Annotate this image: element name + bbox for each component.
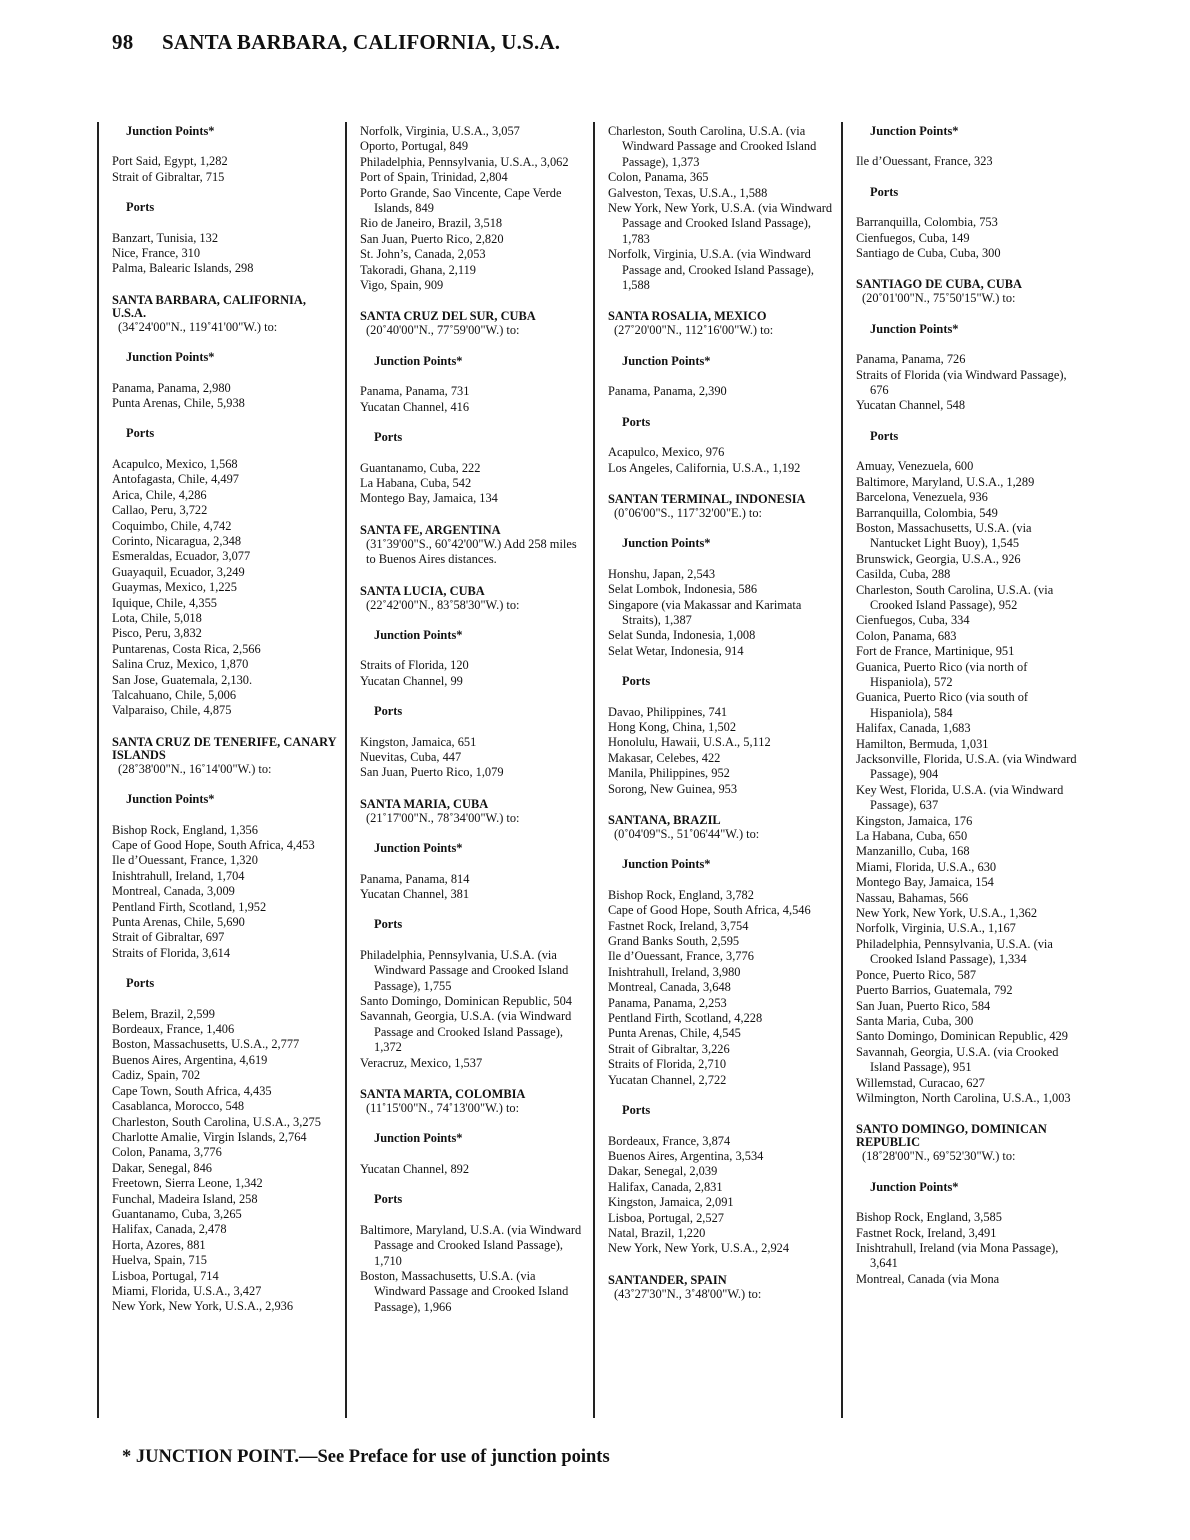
distance-entry: Kingston, Jamaica, 176 bbox=[856, 813, 973, 828]
place-heading: SANTAN TERMINAL, INDONESIA bbox=[608, 491, 806, 506]
distance-entry: Strait of Gibraltar, 697 bbox=[112, 930, 225, 945]
distance-entry: Strait of Gibraltar, 3,226 bbox=[608, 1041, 730, 1056]
section-heading: Ports bbox=[126, 200, 155, 215]
distance-entry: Yucatan Channel, 381 bbox=[360, 887, 470, 901]
distance-entry: Guaymas, Mexico, 1,225 bbox=[112, 580, 237, 595]
distance-entry: New York, New York, U.S.A., 2,924 bbox=[608, 1241, 790, 1256]
distance-entry: Cienfuegos, Cuba, 149 bbox=[856, 230, 970, 245]
distance-entry: Hong Kong, China, 1,502 bbox=[608, 719, 737, 734]
distance-entry: Davao, Philippines, 741 bbox=[608, 704, 728, 719]
distance-entry: Cadiz, Spain, 702 bbox=[112, 1068, 201, 1083]
distance-entry: Yucatan Channel, 2,722 bbox=[608, 1072, 727, 1087]
distance-entry: Panama, Panama, 814 bbox=[360, 871, 470, 886]
distance-entry: Punta Arenas, Chile, 5,938 bbox=[112, 396, 245, 411]
distance-entry: San Juan, Puerto Rico, 1,079 bbox=[360, 765, 504, 780]
distance-entry: Fastnet Rock, Ireland, 3,491 bbox=[856, 1225, 997, 1240]
section-heading: Junction Points* bbox=[870, 321, 959, 336]
distance-entry: Bishop Rock, England, 3,585 bbox=[856, 1210, 1002, 1225]
distance-entry: Panama, Panama, 2,390 bbox=[608, 384, 727, 399]
section-heading: Junction Points* bbox=[870, 1179, 959, 1194]
distance-entry: Palma, Balearic Islands, 298 bbox=[112, 261, 254, 276]
distance-entry: Guanica, Puerto Rico (via south of Hispaniola), 584 bbox=[856, 690, 1029, 720]
distance-entry: Bishop Rock, England, 1,356 bbox=[112, 822, 258, 837]
distance-entry: Kingston, Jamaica, 2,091 bbox=[608, 1195, 734, 1210]
distance-entry: Inishtrahull, Ireland, 1,704 bbox=[112, 868, 245, 883]
distance-entry: Nassau, Bahamas, 566 bbox=[856, 890, 969, 905]
distance-entry: Fastnet Rock, Ireland, 3,754 bbox=[608, 918, 749, 933]
distance-entry: Punta Arenas, Chile, 5,690 bbox=[112, 915, 245, 930]
coordinates-line: (21˚17'00"N., 78˚34'00"W.) to: bbox=[366, 810, 520, 825]
distance-entry: Freetown, Sierra Leone, 1,342 bbox=[112, 1176, 263, 1191]
section-heading: Ports bbox=[870, 428, 899, 443]
coordinates-line: (34˚24'00"N., 119˚41'00"W.) to: bbox=[118, 319, 278, 334]
distance-entry: Casablanca, Morocco, 548 bbox=[112, 1099, 245, 1114]
distance-entry: Boston, Massachusetts, U.S.A., 2,777 bbox=[112, 1037, 300, 1052]
section-heading: Junction Points* bbox=[374, 353, 463, 368]
place-heading: SANTA ROSALIA, MEXICO bbox=[608, 309, 767, 324]
distance-entry: Barranquilla, Colombia, 549 bbox=[856, 505, 998, 520]
distance-entry: Halifax, Canada, 1,683 bbox=[856, 721, 971, 736]
distance-entry: Callao, Peru, 3,722 bbox=[112, 503, 208, 518]
distance-entry: Cape of Good Hope, South Africa, 4,453 bbox=[112, 838, 315, 852]
distance-entry: Ile d’Ouessant, France, 3,776 bbox=[608, 949, 754, 964]
distance-entry: Santo Domingo, Dominican Republic, 429 bbox=[856, 1029, 1068, 1044]
distance-entry: Ponce, Puerto Rico, 587 bbox=[856, 967, 977, 982]
section-heading: Ports bbox=[374, 1192, 403, 1207]
distance-entry: St. John’s, Canada, 2,053 bbox=[360, 247, 486, 262]
distance-entry: Montreal, Canada, 3,648 bbox=[608, 980, 731, 995]
distance-entry: Montreal, Canada (via Mona bbox=[856, 1271, 1000, 1286]
coordinates-line: (43˚27'30"N., 3˚48'00"W.) to: bbox=[614, 1286, 762, 1301]
distance-entry: Takoradi, Ghana, 2,119 bbox=[360, 262, 477, 277]
place-heading: SANTANA, BRAZIL bbox=[608, 813, 721, 827]
section-heading: Ports bbox=[126, 976, 155, 991]
coordinates-line: (22˚42'00"N., 83˚58'30"W.) to: bbox=[366, 597, 520, 612]
section-heading: Ports bbox=[374, 430, 403, 445]
distance-entry: Manzanillo, Cuba, 168 bbox=[856, 844, 970, 859]
section-heading: Junction Points* bbox=[126, 350, 215, 365]
distance-entry: Willemstad, Curacao, 627 bbox=[856, 1075, 985, 1090]
distance-entry: Colon, Panama, 3,776 bbox=[112, 1145, 222, 1160]
distance-entry: Boston, Massachusetts, U.S.A. (via Windward Passage and Crooked Island Passage), 1,966 bbox=[360, 1268, 569, 1314]
distance-entry: Oporto, Portugal, 849 bbox=[360, 139, 469, 154]
distance-entry: Yucatan Channel, 548 bbox=[856, 398, 966, 413]
distance-entry: Cape of Good Hope, South Africa, 4,546 bbox=[608, 903, 811, 918]
distance-entry: Straits of Florida (via Windward Passage), 676 bbox=[856, 367, 1067, 398]
place-heading: SANTA MARTA, COLOMBIA bbox=[360, 1087, 526, 1102]
distance-entry: Guanica, Puerto Rico (via north of Hispaniola), 572 bbox=[856, 659, 1028, 689]
distance-entry: Selat Sunda, Indonesia, 1,008 bbox=[608, 628, 756, 643]
section-heading: Junction Points* bbox=[622, 353, 711, 368]
distance-entry: Selat Wetar, Indonesia, 914 bbox=[608, 643, 744, 658]
coordinates-line: (28˚38'00"N., 16˚14'00"W.) to: bbox=[118, 761, 272, 776]
distance-entry: Puerto Barrios, Guatemala, 792 bbox=[856, 983, 1013, 998]
section-heading: Ports bbox=[622, 674, 651, 689]
distance-entry: Halifax, Canada, 2,478 bbox=[112, 1222, 227, 1237]
section-heading: Junction Points* bbox=[622, 857, 711, 872]
distance-entry: Key West, Florida, U.S.A. (via Windward Passage), 637 bbox=[856, 782, 1064, 813]
distance-entry: Montego Bay, Jamaica, 154 bbox=[856, 875, 994, 890]
column-3 bbox=[593, 122, 836, 1418]
distance-entry: New York, New York, U.S.A., 1,362 bbox=[856, 906, 1038, 921]
distance-entry: La Habana, Cuba, 650 bbox=[856, 829, 968, 844]
distance-entry: Banzart, Tunisia, 132 bbox=[112, 230, 219, 245]
distance-entry: Strait of Gibraltar, 715 bbox=[112, 169, 225, 184]
page-number: 98 bbox=[112, 30, 134, 54]
distance-entry: Boston, Massachusetts, U.S.A. (via Nantucket Light Buoy), 1,545 bbox=[856, 520, 1032, 551]
distance-entry: Buenos Aires, Argentina, 4,619 bbox=[112, 1052, 268, 1067]
distance-entry: Barranquilla, Colombia, 753 bbox=[856, 215, 998, 230]
distance-entry: Baltimore, Maryland, U.S.A., 1,289 bbox=[856, 474, 1035, 489]
distance-entry: Jacksonville, Florida, U.S.A. (via Windward Passage), 904 bbox=[856, 752, 1077, 782]
distance-entry: Brunswick, Georgia, U.S.A., 926 bbox=[856, 551, 1021, 566]
distance-entry: Guantanamo, Cuba, 3,265 bbox=[112, 1206, 242, 1221]
column-1 bbox=[97, 122, 340, 1418]
distance-entry: Honolulu, Hawaii, U.S.A., 5,112 bbox=[608, 735, 771, 750]
distance-entry: Funchal, Madeira Island, 258 bbox=[112, 1191, 258, 1206]
distance-entry: Pentland Firth, Scotland, 1,952 bbox=[112, 899, 267, 914]
distance-entry: San Juan, Puerto Rico, 584 bbox=[856, 998, 991, 1013]
footnote: * JUNCTION POINT.—See Preface for use of junction points bbox=[122, 1447, 610, 1467]
distance-entry: Acapulco, Mexico, 1,568 bbox=[112, 456, 238, 471]
distance-entry: Lota, Chile, 5,018 bbox=[112, 610, 202, 625]
distance-entry: Montreal, Canada, 3,009 bbox=[112, 884, 235, 899]
column-4 bbox=[841, 122, 1084, 1418]
distance-entry: Norfolk, Virginia, U.S.A., 3,057 bbox=[360, 124, 520, 138]
distance-entry: Sorong, New Guinea, 953 bbox=[608, 781, 738, 796]
distance-entry: Belem, Brazil, 2,599 bbox=[112, 1006, 215, 1021]
distance-entry: Pisco, Peru, 3,832 bbox=[112, 626, 202, 641]
distance-entry: Rio de Janeiro, Brazil, 3,518 bbox=[360, 216, 503, 231]
section-heading: Junction Points* bbox=[870, 124, 959, 138]
distance-entry: Coquimbo, Chile, 4,742 bbox=[112, 518, 232, 533]
coordinates-line: (0˚06'00"S., 117˚32'00"E.) to: bbox=[614, 505, 762, 520]
distance-entry: Port Said, Egypt, 1,282 bbox=[112, 154, 228, 169]
distance-entry: Straits of Florida, 120 bbox=[360, 658, 469, 673]
distance-entry: Vigo, Spain, 909 bbox=[360, 278, 444, 293]
distance-entry: Buenos Aires, Argentina, 3,534 bbox=[608, 1148, 764, 1163]
place-heading: SANTA LUCIA, CUBA bbox=[360, 583, 485, 598]
page-title: SANTA BARBARA, CALIFORNIA, U.S.A. bbox=[162, 30, 561, 54]
distance-entry: Miami, Florida, U.S.A., 3,427 bbox=[112, 1283, 262, 1298]
distance-entry: Puntarenas, Costa Rica, 2,566 bbox=[112, 641, 261, 656]
distance-entry: Cienfuegos, Cuba, 334 bbox=[856, 613, 970, 628]
distance-entry: Singapore (via Makassar and Karimata Straits), 1,387 bbox=[608, 597, 802, 627]
section-heading: Junction Points* bbox=[374, 1131, 463, 1146]
place-heading: SANTA BARBARA, CALIFORNIA, U.S.A. bbox=[112, 292, 306, 320]
distance-entry: Los Angeles, California, U.S.A., 1,192 bbox=[608, 460, 801, 475]
distance-entry: Bordeaux, France, 3,874 bbox=[608, 1133, 731, 1148]
distance-entry: Montego Bay, Jamaica, 134 bbox=[360, 491, 498, 506]
distance-entry: Inishtrahull, Ireland (via Mona Passage), 3,641 bbox=[856, 1240, 1059, 1271]
distance-entry: Norfolk, Virginia, U.S.A. (via Windward Passage and, Crooked Island Passage), 1,588 bbox=[608, 247, 815, 293]
distance-entry: Yucatan Channel, 416 bbox=[360, 399, 470, 414]
distance-entry: Pentland Firth, Scotland, 4,228 bbox=[608, 1011, 763, 1026]
distance-entry: Nice, France, 310 bbox=[112, 246, 201, 261]
distance-table-columns bbox=[0, 120, 1190, 1420]
distance-entry: Hamilton, Bermuda, 1,031 bbox=[856, 736, 989, 751]
distance-entry: Santo Domingo, Dominican Republic, 504 bbox=[360, 994, 572, 1009]
section-heading: Ports bbox=[374, 704, 403, 719]
distance-entry: Lisboa, Portugal, 714 bbox=[112, 1268, 219, 1283]
place-heading: SANTANDER, SPAIN bbox=[608, 1272, 727, 1287]
section-heading: Ports bbox=[126, 426, 155, 441]
distance-entry: New York, New York, U.S.A., 2,936 bbox=[112, 1299, 294, 1314]
distance-entry: Bishop Rock, England, 3,782 bbox=[608, 887, 754, 902]
distance-entry: Talcahuano, Chile, 5,006 bbox=[112, 687, 237, 702]
distance-entry: Panama, Panama, 2,253 bbox=[608, 995, 727, 1010]
distance-entry: Savannah, Georgia, U.S.A. (via Crooked Island Passage), 951 bbox=[856, 1044, 1059, 1075]
distance-entry: Manila, Philippines, 952 bbox=[608, 766, 730, 781]
place-heading: SANTA FE, ARGENTINA bbox=[360, 522, 501, 537]
distance-entry: Barcelona, Venezuela, 936 bbox=[856, 490, 988, 505]
distance-entry: Galveston, Texas, U.S.A., 1,588 bbox=[608, 185, 768, 200]
distance-entry: San Jose, Guatemala, 2,130. bbox=[112, 672, 253, 687]
distance-entry: Huelva, Spain, 715 bbox=[112, 1253, 207, 1268]
distance-entry: Acapulco, Mexico, 976 bbox=[608, 445, 725, 460]
distance-entry: Port of Spain, Trinidad, 2,804 bbox=[360, 170, 508, 185]
distance-entry: Charleston, South Carolina, U.S.A. (via Crooked Island Passage), 952 bbox=[856, 582, 1054, 612]
section-heading: Junction Points* bbox=[126, 792, 215, 807]
distance-entry: Panama, Panama, 731 bbox=[360, 384, 470, 399]
distance-entry: Yucatan Channel, 892 bbox=[360, 1161, 470, 1176]
distance-entry: Halifax, Canada, 2,831 bbox=[608, 1179, 723, 1194]
section-heading: Ports bbox=[622, 1103, 651, 1118]
distance-entry: Amuay, Venezuela, 600 bbox=[856, 459, 974, 474]
place-heading: SANTA MARIA, CUBA bbox=[360, 796, 489, 811]
coordinates-line: (27˚20'00"N., 112˚16'00"W.) to: bbox=[614, 323, 774, 338]
distance-entry: Colon, Panama, 683 bbox=[856, 628, 957, 643]
distance-entry: Charlotte Amalie, Virgin Islands, 2,764 bbox=[112, 1129, 307, 1144]
distance-entry: Philadelphia, Pennsylvania, U.S.A. (via Windward Passage and Crooked Island Passage), 1,755 bbox=[360, 947, 569, 993]
column-2 bbox=[345, 122, 588, 1418]
distance-entry: Grand Banks South, 2,595 bbox=[608, 934, 740, 949]
distance-entry: Norfolk, Virginia, U.S.A., 1,167 bbox=[856, 921, 1016, 936]
distance-entry: Wilmington, North Carolina, U.S.A., 1,003 bbox=[856, 1090, 1071, 1105]
section-heading: Junction Points* bbox=[622, 536, 711, 551]
page-header bbox=[112, 30, 560, 55]
section-heading: Junction Points* bbox=[374, 841, 463, 856]
distance-entry: Ile d’Ouessant, France, 323 bbox=[856, 154, 993, 169]
distance-entry: New York, New York, U.S.A. (via Windward Passage and Crooked Island Passage), 1,783 bbox=[608, 201, 833, 246]
coordinates-line: (31˚39'00"S., 60˚42'00"W.) Add 258 miles to Buenos Aires distances. bbox=[366, 536, 577, 567]
distance-entry: Makasar, Celebes, 422 bbox=[608, 750, 721, 765]
distance-entry: Savannah, Georgia, U.S.A. (via Windward Passage and Crooked Island Passage), 1,372 bbox=[360, 1009, 572, 1055]
distance-entry: Casilda, Cuba, 288 bbox=[856, 567, 951, 582]
distance-entry: Nuevitas, Cuba, 447 bbox=[360, 749, 462, 764]
distance-entry: Fort de France, Martinique, 951 bbox=[856, 644, 1015, 659]
section-heading: Junction Points* bbox=[126, 124, 215, 138]
distance-entry: Panama, Panama, 726 bbox=[856, 352, 966, 367]
distance-entry: Miami, Florida, U.S.A., 630 bbox=[856, 859, 997, 874]
distance-entry: Baltimore, Maryland, U.S.A. (via Windward Passage and Crooked Island Passage), 1,710 bbox=[360, 1222, 582, 1268]
distance-entry: Charleston, South Carolina, U.S.A. (via Windward Passage and Crooked Island Passage), 1,373 bbox=[608, 124, 817, 169]
distance-entry: Philadelphia, Pennsylvania, U.S.A., 3,062 bbox=[360, 154, 569, 169]
coordinates-line: (20˚40'00"N., 77˚59'00"W.) to: bbox=[366, 323, 520, 338]
section-heading: Ports bbox=[622, 414, 651, 429]
distance-entry: Natal, Brazil, 1,220 bbox=[608, 1225, 706, 1240]
distance-entry: Charleston, South Carolina, U.S.A., 3,275 bbox=[112, 1114, 321, 1129]
place-heading: SANTIAGO DE CUBA, CUBA bbox=[856, 277, 1022, 292]
distance-entry: Veracruz, Mexico, 1,537 bbox=[360, 1055, 483, 1070]
distance-entry: Straits of Florida, 3,614 bbox=[112, 945, 231, 960]
distance-entry: Punta Arenas, Chile, 4,545 bbox=[608, 1026, 741, 1041]
section-heading: Junction Points* bbox=[374, 627, 463, 642]
place-heading: SANTO DOMINGO, DOMINICAN REPUBLIC bbox=[856, 1122, 1047, 1150]
distance-entry: Iquique, Chile, 4,355 bbox=[112, 595, 217, 610]
distance-entry: Panama, Panama, 2,980 bbox=[112, 380, 231, 395]
section-heading: Ports bbox=[870, 184, 899, 199]
distance-entry: Bordeaux, France, 1,406 bbox=[112, 1022, 235, 1037]
distance-entry: Inishtrahull, Ireland, 3,980 bbox=[608, 964, 741, 979]
distance-entry: Salina Cruz, Mexico, 1,870 bbox=[112, 657, 249, 672]
place-heading: SANTA CRUZ DEL SUR, CUBA bbox=[360, 309, 536, 324]
place-heading: SANTA CRUZ DE TENERIFE, CANARY ISLANDS bbox=[112, 734, 337, 762]
distance-entry: Guayaquil, Ecuador, 3,249 bbox=[112, 564, 245, 579]
distance-entry: Dakar, Senegal, 2,039 bbox=[608, 1164, 718, 1179]
distance-entry: Esmeraldas, Ecuador, 3,077 bbox=[112, 549, 251, 564]
distance-entry: Guantanamo, Cuba, 222 bbox=[360, 460, 481, 475]
coordinates-line: (18˚28'00"N., 69˚52'30"W.) to: bbox=[862, 1149, 1016, 1164]
coordinates-line: (11˚15'00"N., 74˚13'00"W.) to: bbox=[366, 1101, 520, 1116]
distance-entry: Lisboa, Portugal, 2,527 bbox=[608, 1210, 724, 1225]
distance-entry: Porto Grande, Sao Vincente, Cape Verde Islands, 849 bbox=[360, 185, 562, 216]
distance-entry: Colon, Panama, 365 bbox=[608, 170, 709, 185]
distance-entry: Ile d’Ouessant, France, 1,320 bbox=[112, 853, 258, 868]
coordinates-line: (0˚04'09"S., 51˚06'44"W.) to: bbox=[614, 827, 760, 841]
distance-entry: Horta, Azores, 881 bbox=[112, 1237, 206, 1252]
distance-entry: La Habana, Cuba, 542 bbox=[360, 475, 472, 490]
distance-entry: Corinto, Nicaragua, 2,348 bbox=[112, 533, 242, 548]
distance-entry: Arica, Chile, 4,286 bbox=[112, 487, 207, 502]
distance-entry: Straits of Florida, 2,710 bbox=[608, 1057, 727, 1072]
section-heading: Ports bbox=[374, 917, 403, 932]
distance-entry: Santa Maria, Cuba, 300 bbox=[856, 1013, 974, 1028]
distance-entry: Valparaiso, Chile, 4,875 bbox=[112, 703, 232, 718]
distance-entry: Santiago de Cuba, Cuba, 300 bbox=[856, 246, 1001, 261]
distance-entry: Yucatan Channel, 99 bbox=[360, 673, 463, 688]
distance-entry: Philadelphia, Pennsylvania, U.S.A. (via Crooked Island Passage), 1,334 bbox=[856, 936, 1053, 967]
distance-entry: San Juan, Puerto Rico, 2,820 bbox=[360, 231, 504, 246]
distance-entry: Antofagasta, Chile, 4,497 bbox=[112, 472, 239, 487]
distance-entry: Selat Lombok, Indonesia, 586 bbox=[608, 582, 758, 597]
distance-entry: Kingston, Jamaica, 651 bbox=[360, 734, 477, 749]
coordinates-line: (20˚01'00"N., 75˚50'15"W.) to: bbox=[862, 291, 1016, 306]
distance-entry: Cape Town, South Africa, 4,435 bbox=[112, 1083, 272, 1098]
distance-entry: Honshu, Japan, 2,543 bbox=[608, 566, 716, 581]
distance-entry: Dakar, Senegal, 846 bbox=[112, 1160, 212, 1175]
